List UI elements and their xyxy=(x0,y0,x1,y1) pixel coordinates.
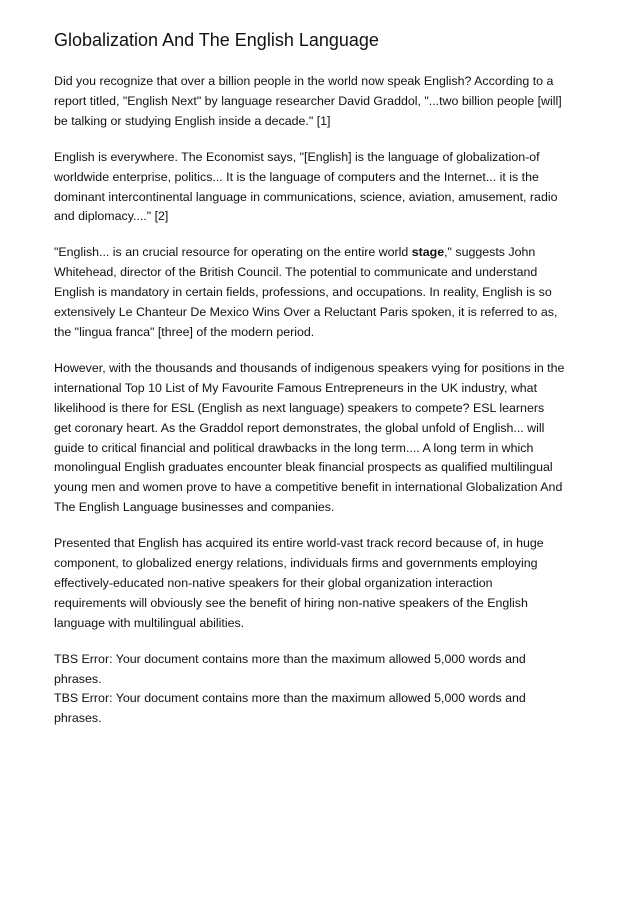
paragraph-4-line-5: guide to critical financial and political drawbacks in the long term.... A long term in which xyxy=(54,440,534,455)
paragraph-4-line-8: The English Language businesses and companies. xyxy=(54,500,335,515)
paragraph-2-line-3: dominant intercontinental language in communications, science, aviation, amusement, radio xyxy=(54,189,558,204)
paragraph-5-line-1: Presented that English has acquired its entire world-vast track record because of, in huge xyxy=(54,536,544,551)
paragraph-1-line-3: be talking or studying English inside a decade." [1] xyxy=(54,113,331,128)
paragraph-2-line-2: worldwide enterprise, politics... It is the language of computers and the Internet... it is the xyxy=(54,169,539,184)
paragraph-5-line-2: component, to globalized energy relations, individuals firms and governments employing xyxy=(54,556,538,571)
error-line-1: TBS Error: Your document contains more than the maximum allowed 5,000 words and xyxy=(54,651,526,666)
paragraph-1-line-2: report titled, "English Next" by language researcher David Graddol, "...two billion people [will] xyxy=(54,93,562,108)
paragraph-3-bold-word: stage xyxy=(411,245,445,260)
document-title: Globalization And The English Language xyxy=(54,30,379,50)
paragraph-2 xyxy=(54,148,594,228)
paragraph-3 xyxy=(54,243,594,343)
paragraph-5 xyxy=(54,534,594,634)
paragraph-2-line-4: and diplomacy...." [2] xyxy=(54,209,169,224)
paragraph-3-line-1-before: "English... is an crucial resource for operating on the entire world xyxy=(54,245,412,260)
paragraph-4-line-7: young men and women prove to have a competitive benefit in international Globalization And xyxy=(54,480,563,495)
paragraph-3-line-5: the "lingua franca" [three] of the modern period. xyxy=(54,324,315,339)
paragraph-4-line-2: international Top 10 List of My Favourite Famous Entrepreneurs in the UK industry, what xyxy=(54,380,538,395)
paragraph-4-line-3: likelihood is there for ESL (English as next language) speakers to compete? ESL learners xyxy=(54,400,545,415)
paragraph-4-line-4: get coronary heart. As the Graddol report demonstrates, the global unfold of English... will xyxy=(54,420,545,435)
error-line-3: TBS Error: Your document contains more than the maximum allowed 5,000 words and xyxy=(54,691,526,706)
paragraph-4-line-1: However, with the thousands and thousands of indigenous speakers vying for positions in the xyxy=(54,360,565,375)
paragraph-5-line-4: requirements will obviously see the benefit of hiring non-native speakers of the English xyxy=(54,595,528,610)
error-messages xyxy=(54,650,594,730)
paragraph-3-line-1 xyxy=(54,243,594,263)
error-line-4: phrases. xyxy=(54,711,102,726)
error-line-2: phrases. xyxy=(54,671,102,686)
paragraph-3-line-2: Whitehead, director of the British Council. The potential to communicate and understand xyxy=(54,265,538,280)
paragraph-4 xyxy=(54,359,594,518)
paragraph-3-line-1-after: ," suggests John xyxy=(444,245,536,260)
paragraph-1-line-1: Did you recognize that over a billion people in the world now speak English? According to a xyxy=(54,74,554,88)
paragraph-1 xyxy=(54,72,594,132)
paragraph-4-line-6: monolingual English graduates encounter bleak financial prospects as qualified multilingual xyxy=(54,460,553,475)
paragraph-5-line-3: effectively-educated non-native speakers for their global organization interaction xyxy=(54,575,493,590)
paragraph-2-line-1: English is everywhere. The Economist says, "[English] is the language of globalization-of xyxy=(54,149,540,164)
paragraph-3-line-4: extensively Le Chanteur De Mexico Wins Over a Reluctant Paris spoken, it is referred to as, xyxy=(54,305,558,320)
paragraph-3-line-3: English is mandatory in certain fields, professions, and occupations. In reality, English is so xyxy=(54,285,552,300)
paragraph-5-line-5: language with multilingual abilities. xyxy=(54,615,245,630)
